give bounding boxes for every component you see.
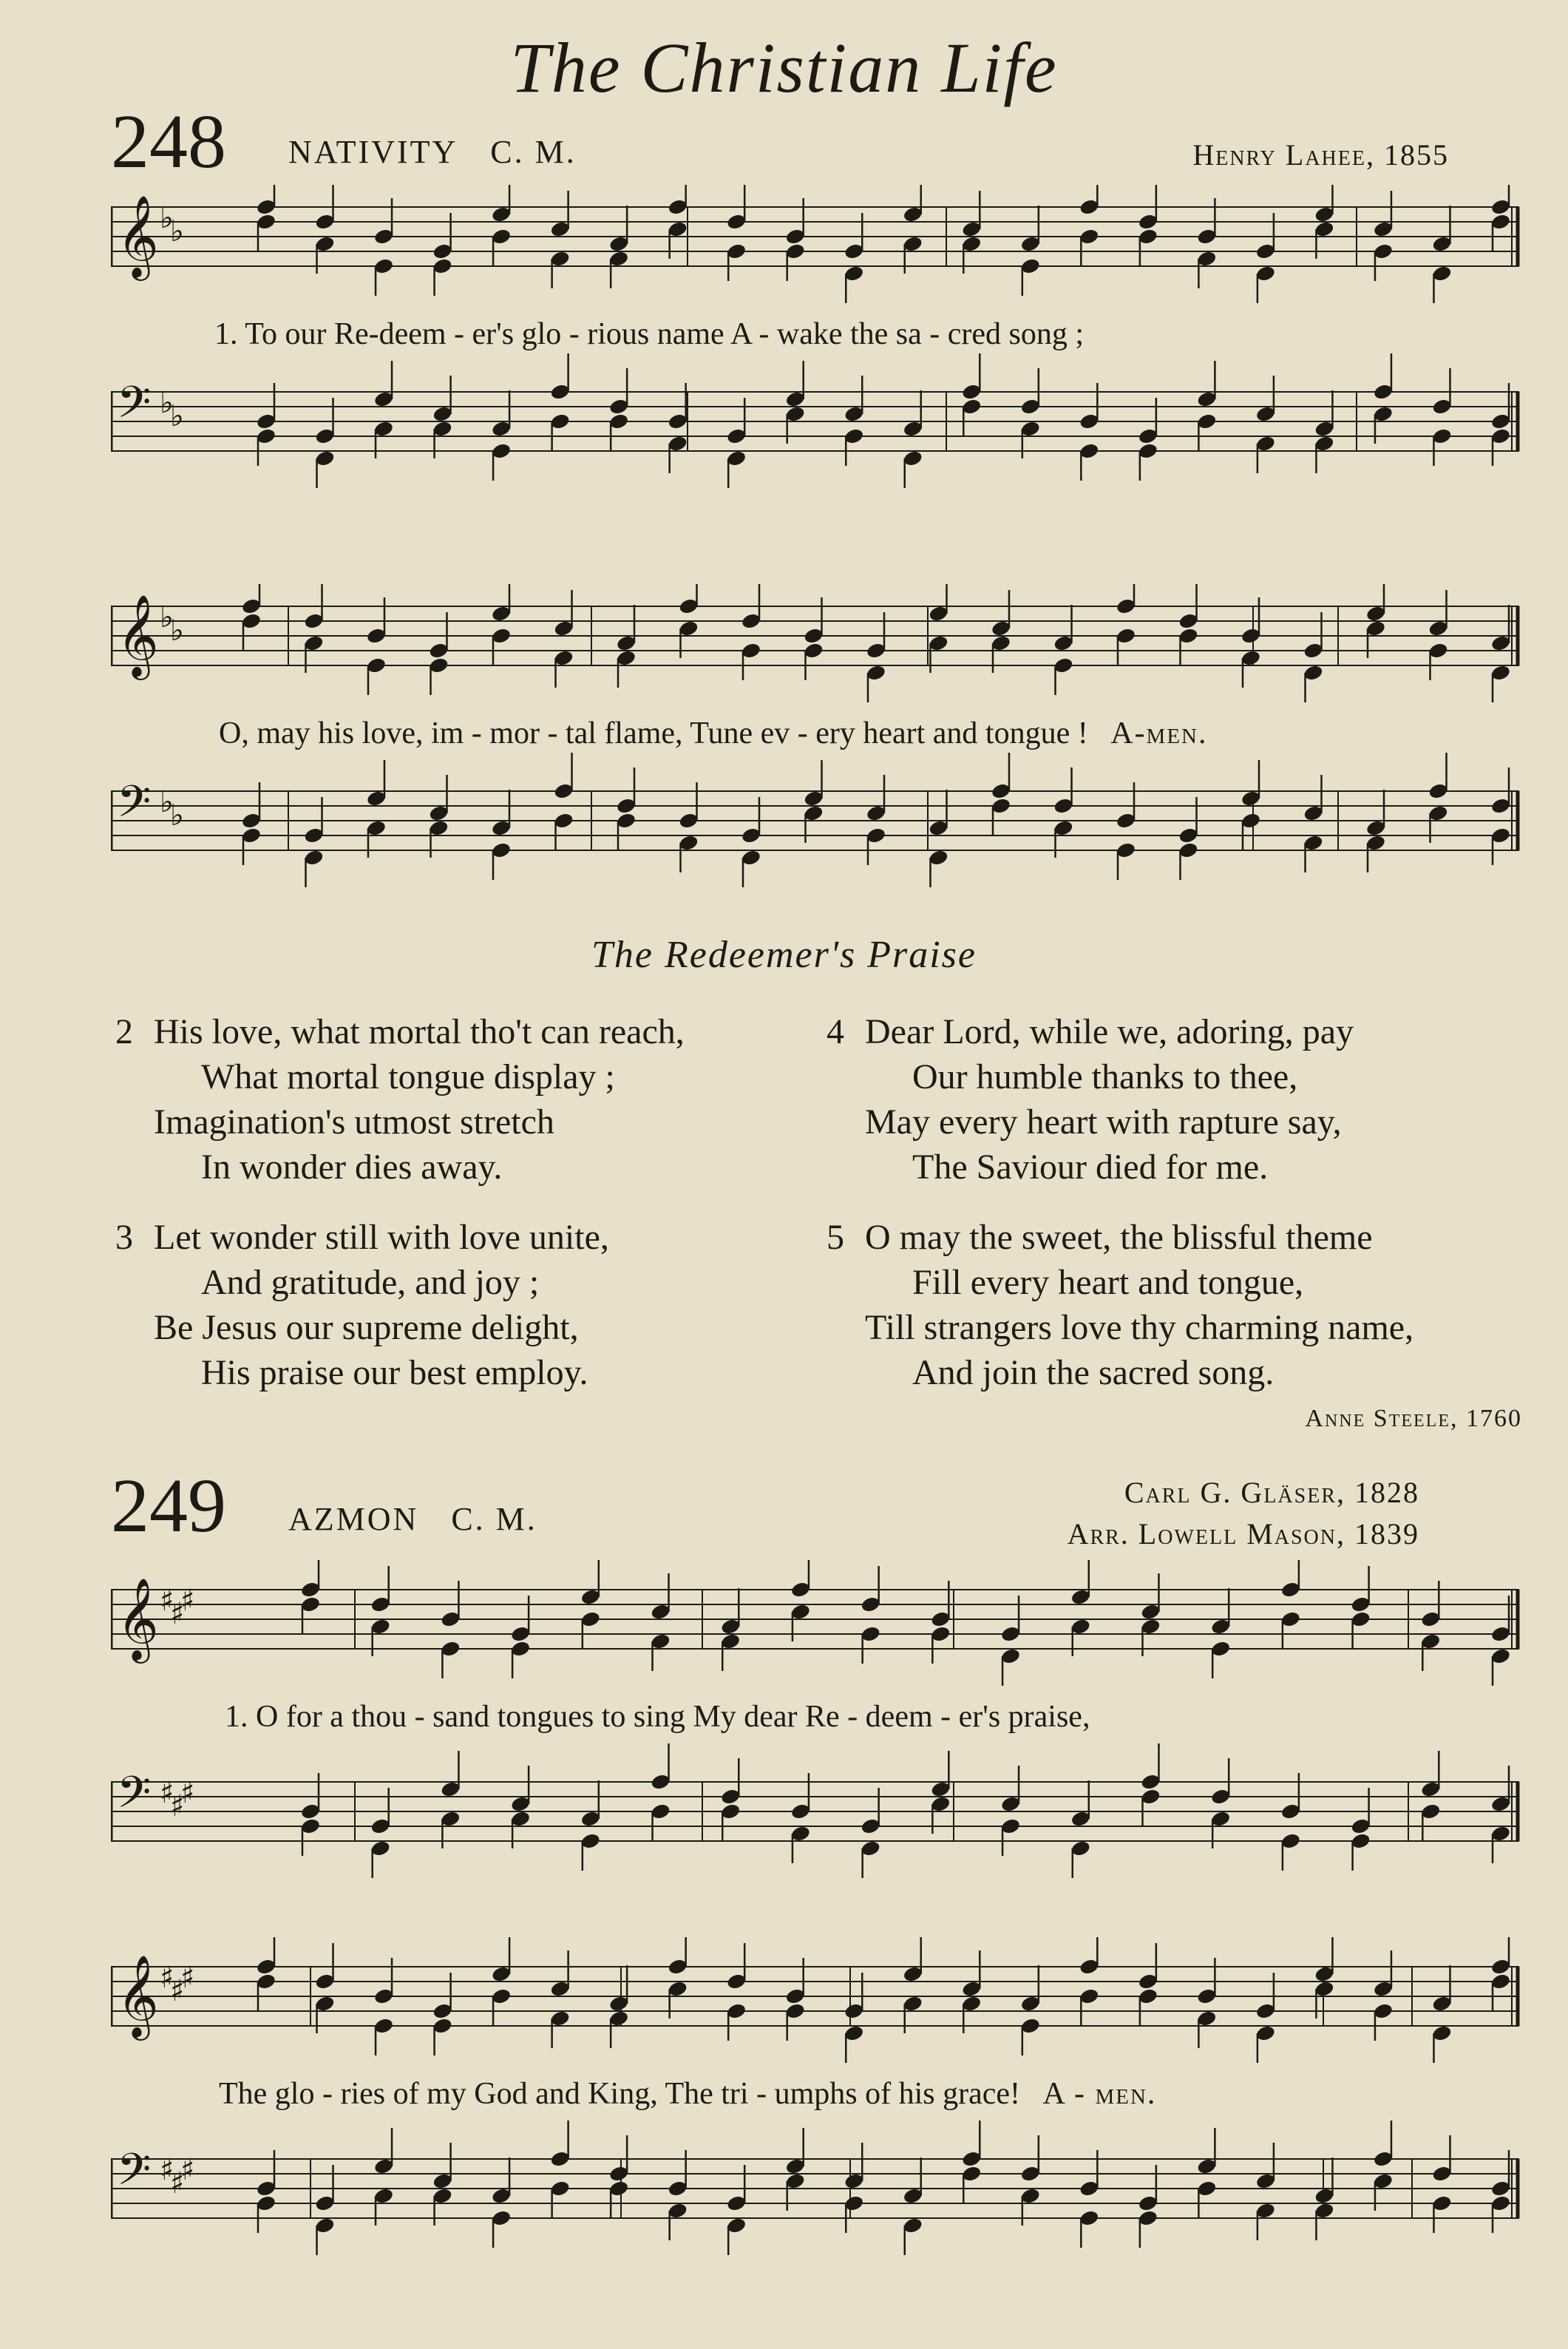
treble-staff [111, 584, 1519, 702]
treble-clef-icon: 𝄞 [117, 194, 159, 277]
stanza-line: His love, what mortal tho't can reach, [154, 1012, 685, 1051]
bass-staff [111, 2121, 1519, 2255]
music-notation [111, 1937, 1523, 2292]
key-signature-icon: ♯ [170, 2166, 185, 2200]
hymn-249-system-1 [111, 1560, 1523, 1915]
stanza-line: Fill every heart and tongue, [912, 1263, 1304, 1302]
key-signature-icon: ♭ [170, 799, 184, 833]
composer-credit: Henry Lahee, 1855 [1192, 138, 1449, 172]
treble-staff [111, 1937, 1519, 2063]
stanza-2 [115, 1009, 685, 1190]
key-signature-icon: ♯ [170, 1789, 185, 1823]
bass-staff [111, 753, 1519, 887]
meter: C. M. [490, 134, 577, 170]
stanza-line: Imagination's utmost stretch [154, 1102, 554, 1142]
stanza-5 [827, 1215, 1414, 1395]
key-signature-icon: ♭ [160, 201, 174, 235]
key-signature-icon: ♭ [160, 600, 174, 634]
stanza-line: And gratitude, and joy ; [201, 1263, 540, 1302]
treble-clef-icon: 𝄞 [117, 594, 159, 677]
lyric-text: 1. To our Re-deem - er's glo - rious name A - wake the sa - cred song ; [214, 317, 1085, 351]
key-signature-icon: ♯ [170, 1974, 185, 2008]
stanza-line: Till strangers love thy charming name, [865, 1308, 1414, 1347]
bass-clef-icon: 𝄢 [117, 2143, 152, 2206]
hymn-248-system-1 [111, 185, 1523, 510]
hymn-249-system-2 [111, 1937, 1523, 2292]
stanza-line: O may the sweet, the blissful theme [865, 1218, 1373, 1257]
treble-staff [111, 185, 1519, 303]
key-signature-icon: ♯ [180, 1961, 195, 1995]
lyric-text: O, may his love, im - mor - tal flame, Tune ev - ery heart and tongue ! [219, 716, 1088, 750]
key-signature-icon: ♯ [170, 1597, 185, 1631]
hymn-248-system-2 [111, 584, 1523, 909]
tune-title: AZMON [288, 1501, 419, 1537]
arranger-name: Arr. Lowell Mason, 1839 [1067, 1517, 1419, 1550]
key-signature-icon: ♯ [160, 1584, 174, 1618]
poem-title: The Redeemer's Praise [591, 934, 977, 976]
poem-author: Anne Steele, 1760 [1305, 1405, 1522, 1432]
key-signature-icon: ♭ [160, 785, 174, 819]
stanza-number: 5 [827, 1218, 844, 1257]
key-signature-icon: ♯ [160, 2153, 174, 2187]
stanza-line: Our humble thanks to thee, [912, 1057, 1298, 1096]
stanza-line: What mortal tongue display ; [201, 1057, 615, 1096]
stanza-line: And join the sacred song. [912, 1353, 1275, 1392]
tune-name [288, 1500, 537, 1538]
key-signature-icon: ♯ [180, 1776, 195, 1810]
tune-title: NATIVITY [288, 134, 458, 170]
lyrics-line [111, 1699, 1523, 1735]
lyrics-line [111, 716, 1523, 751]
key-signature-icon: ♭ [170, 399, 184, 433]
composer-name: Carl G. Gläser, 1828 [1124, 1476, 1419, 1509]
stanza-4 [827, 1009, 1354, 1190]
bass-clef-icon: 𝄢 [117, 776, 152, 838]
hymn-number: 248 [111, 99, 226, 184]
treble-clef-icon: 𝄞 [117, 1577, 159, 1660]
stanza-line: In wonder dies away. [201, 1148, 503, 1187]
lyrics-line [111, 2076, 1523, 2112]
bass-clef-icon: 𝄢 [117, 376, 152, 438]
stanza-line: Let wonder still with love unite, [154, 1218, 609, 1257]
bass-staff [111, 1743, 1519, 1878]
stanza-line: Be Jesus our supreme delight, [154, 1308, 579, 1347]
hymn-248-header [111, 99, 1449, 185]
stanza-line: May every heart with rapture say, [865, 1102, 1342, 1142]
treble-clef-icon: 𝄞 [117, 1954, 159, 2037]
stanza-line: His praise our best employ. [201, 1353, 588, 1392]
stanza-number: 4 [827, 1012, 844, 1051]
bass-staff [111, 353, 1519, 488]
amen-text: A - men. [1042, 2077, 1157, 2111]
key-signature-icon: ♯ [160, 1961, 174, 1995]
music-notation [111, 1560, 1523, 1915]
amen-text: A-men. [1110, 716, 1208, 750]
stanza-line: Dear Lord, while we, adoring, pay [865, 1012, 1354, 1051]
lyric-text: 1. O for a thou - sand tongues to sing My dear Re - deem - er's praise, [225, 1700, 1090, 1734]
hymn-number: 249 [111, 1463, 226, 1548]
key-signature-icon: ♭ [170, 214, 184, 248]
page-title: The Christian Life [510, 28, 1058, 107]
lyrics-line [111, 316, 1523, 352]
meter: C. M. [451, 1501, 537, 1537]
key-signature-icon: ♯ [160, 1776, 174, 1810]
key-signature-icon: ♭ [170, 614, 184, 648]
composer-credit [1068, 1472, 1419, 1555]
key-signature-icon: ♯ [180, 2153, 195, 2187]
bass-clef-icon: 𝄢 [117, 1766, 152, 1828]
treble-staff [111, 1560, 1519, 1686]
hymn-249-header [111, 1463, 1449, 1550]
stanza-number: 2 [115, 1012, 133, 1051]
lyric-text: The glo - ries of my God and King, The tri - umphs of his grace! [219, 2077, 1020, 2111]
tune-name [288, 133, 577, 171]
key-signature-icon: ♭ [160, 386, 174, 420]
stanza-number: 3 [115, 1218, 133, 1257]
key-signature-icon: ♯ [180, 1584, 195, 1618]
stanza-line: The Saviour died for me. [912, 1148, 1269, 1187]
stanza-3 [115, 1215, 609, 1395]
